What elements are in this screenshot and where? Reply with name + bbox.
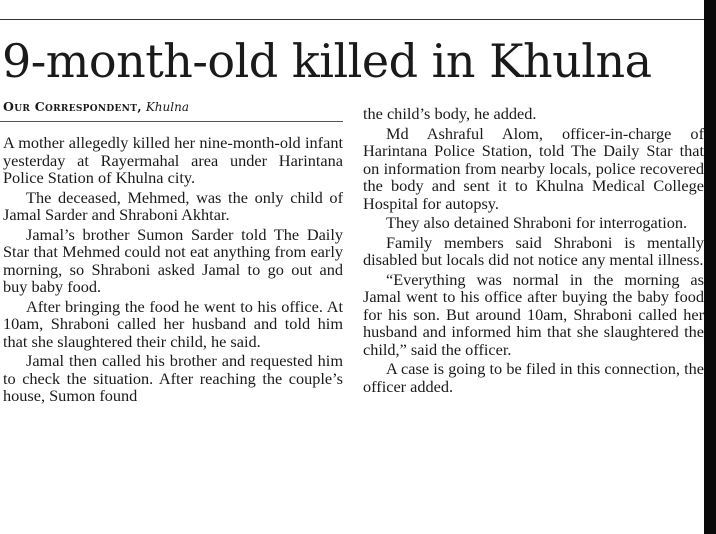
byline-rule — [0, 121, 343, 122]
paragraph: Jamal’s brother Sumon Sarder told The Daily Star that Mehmed could not eat anything from early morning, so Shraboni asked Jamal to go out and buy baby food. — [3, 224, 343, 296]
paragraph: They also detained Shraboni for interrogation. — [386, 213, 688, 232]
byline-location: Khulna — [145, 100, 189, 114]
paragraph: A mother allegedly killed her nine-month-old infant yesterday at Rayermahal area under Harintana Police Station of Khulna city. — [3, 133, 343, 187]
paragraph: Jamal then called his brother and requested him to check the situation. After reaching the couple’s house, Sumon found — [3, 351, 343, 405]
article-column-right — [363, 105, 704, 397]
headline: 9-month-old killed in Khulna — [2, 34, 652, 88]
paragraph: Md Ashraful Alom, officer-in-charge of Harintana Police Station, told The Daily Star that on information from nearby locals, police recovered the body and sent it to Khulna Medical College Hospital for autopsy. — [363, 123, 704, 213]
paragraph: The deceased, Mehmed, was the only child of Jamal Sarder and Shraboni Akhtar. — [3, 187, 343, 224]
byline — [3, 99, 189, 115]
article-column-left — [3, 134, 343, 407]
paragraph: Family members said Shraboni is mentally disabled but locals did not notice any mental illness. — [363, 232, 704, 269]
paragraph: A case is going to be filed in this connection, the officer added. — [363, 359, 704, 396]
paragraph: After bringing the food he went to his office. At 10am, Shraboni called her husband and told him that she slaughtered their child, he said. — [3, 296, 343, 351]
paragraph-continued: the child’s body, he added. — [363, 104, 537, 123]
byline-author: Our Correspondent, — [3, 99, 142, 114]
top-rule — [0, 19, 704, 20]
paragraph: “Everything was normal in the morning as Jamal went to his office after buying the baby food for his son. But around 10am, Shraboni called her husband and informed him that she slaughtered the child,” said the officer. — [363, 269, 704, 359]
page-edge-shadow — [704, 0, 716, 534]
